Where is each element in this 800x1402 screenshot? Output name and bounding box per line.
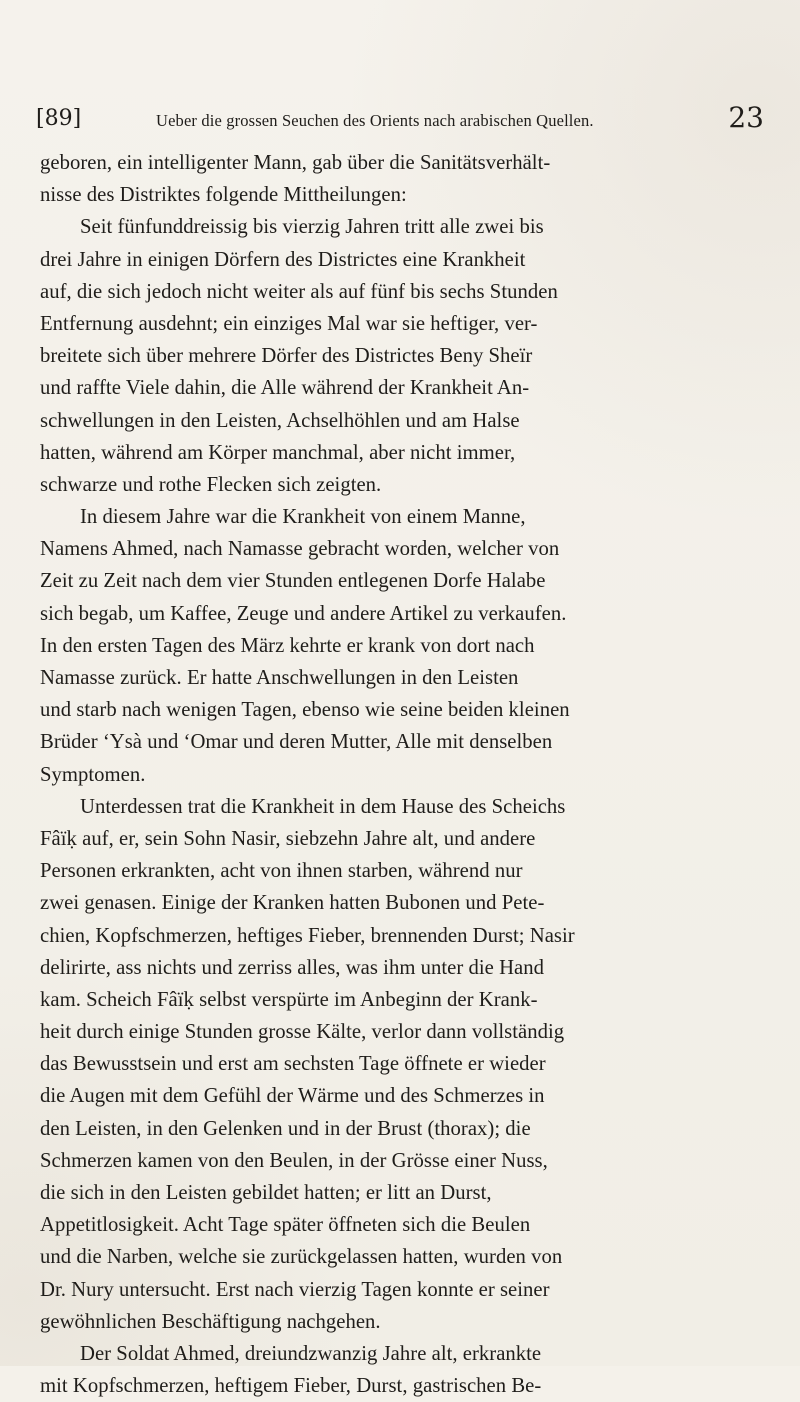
text-line: In den ersten Tagen des März kehrte er krank von dort nach [40, 634, 535, 657]
text-line: mit Kopfschmerzen, heftigem Fieber, Durst, gastrischen Be- [40, 1375, 542, 1398]
text-line: gewöhnlichen Beschäftigung nachgehen. [40, 1310, 381, 1333]
paragraph-start-line: Unterdessen trat die Krankheit in dem Hause des Scheichs [80, 795, 566, 818]
paragraph-start-line: Seit fünfunddreissig bis vierzig Jahren tritt alle zwei bis [80, 216, 544, 239]
page-number: 23 [728, 101, 764, 134]
text-line: Namasse zurück. Er hatte Anschwellungen in den Leisten [40, 667, 519, 689]
text-line: die Augen mit dem Gefühl der Wärme und des Schmerzes in [40, 1085, 545, 1108]
text-line: den Leisten, in den Gelenken und in der Brust (thorax); die [40, 1117, 531, 1140]
text-line: und starb nach wenigen Tagen, ebenso wie seine beiden kleinen [40, 699, 570, 722]
page-header [36, 103, 764, 137]
text-line: Entfernung ausdehnt; ein einziges Mal war sie heftiger, ver- [40, 312, 538, 335]
running-title: Ueber die grossen Seuchen des Orients nach arabischen Quellen. [156, 111, 594, 130]
text-line: Symptomen. [40, 763, 146, 786]
text-line: heit durch einige Stunden grosse Kälte, verlor dann vollständig [40, 1021, 565, 1044]
text-line: und raffte Viele dahin, die Alle während der Krankheit An- [40, 377, 530, 400]
paragraph-start-line: Der Soldat Ahmed, dreiundzwanzig Jahre alt, erkrankte [80, 1342, 542, 1365]
text-line: die sich in den Leisten gebildet hatten; er litt an Durst, [40, 1182, 492, 1204]
paragraph-start-line: In diesem Jahre war die Krankheit von einem Manne, [80, 506, 526, 529]
text-line: schwellungen in den Leisten, Achselhöhlen und am Halse [40, 409, 520, 432]
text-line: Schmerzen kamen von den Beulen, in der Grösse einer Nuss, [40, 1149, 548, 1172]
text-line: Personen erkrankten, acht von ihnen starben, während nur [40, 860, 523, 883]
text-line: das Bewusstsein und erst am sechsten Tage öffnete er wieder [40, 1053, 546, 1076]
page-reference: [89] [36, 106, 82, 131]
text-line: auf, die sich jedoch nicht weiter als auf fünf bis sechs Stunden [40, 280, 558, 303]
text-line: Appetitlosigkeit. Acht Tage später öffneten sich die Beulen [40, 1214, 531, 1237]
body-text [40, 147, 769, 1402]
text-line: kam. Scheich Fâïḳ selbst verspürte im Anbeginn der Krank- [40, 988, 538, 1011]
text-line: breitete sich über mehrere Dörfer des Districtes Beny Sheïr [40, 345, 533, 368]
text-line: delirirte, ass nichts und zerriss alles, was ihm unter die Hand [40, 956, 545, 979]
text-line: nisse des Distriktes folgende Mittheilungen: [40, 184, 407, 207]
text-line: zwei genasen. Einige der Kranken hatten Bubonen und Pete- [40, 892, 545, 915]
text-line: und die Narben, welche sie zurückgelassen hatten, wurden von [40, 1246, 563, 1269]
text-line: drei Jahre in einigen Dörfern des Districtes eine Krankheit [40, 248, 526, 271]
text-line: Brüder ‘Ysà und ‘Omar und deren Mutter, Alle mit denselben [40, 731, 553, 754]
text-line: Zeit zu Zeit nach dem vier Stunden entlegenen Dorfe Halabe [40, 570, 546, 593]
text-line: schwarze und rothe Flecken sich zeigten. [40, 473, 382, 496]
text-line: Fâïḳ auf, er, sein Sohn Nasir, siebzehn Jahre alt, und andere [40, 827, 536, 850]
text-line: Namens Ahmed, nach Namasse gebracht worden, welcher von [40, 538, 560, 561]
text-line: geboren, ein intelligenter Mann, gab über die Sanitätsverhält- [40, 152, 551, 174]
text-line: Dr. Nury untersucht. Erst nach vierzig Tagen konnte er seiner [40, 1278, 550, 1301]
text-line: hatten, während am Körper manchmal, aber nicht immer, [40, 441, 516, 464]
text-line: sich begab, um Kaffee, Zeuge und andere Artikel zu verkaufen. [40, 602, 567, 625]
text-line: chien, Kopfschmerzen, heftiges Fieber, brennenden Durst; Nasir [40, 924, 575, 947]
